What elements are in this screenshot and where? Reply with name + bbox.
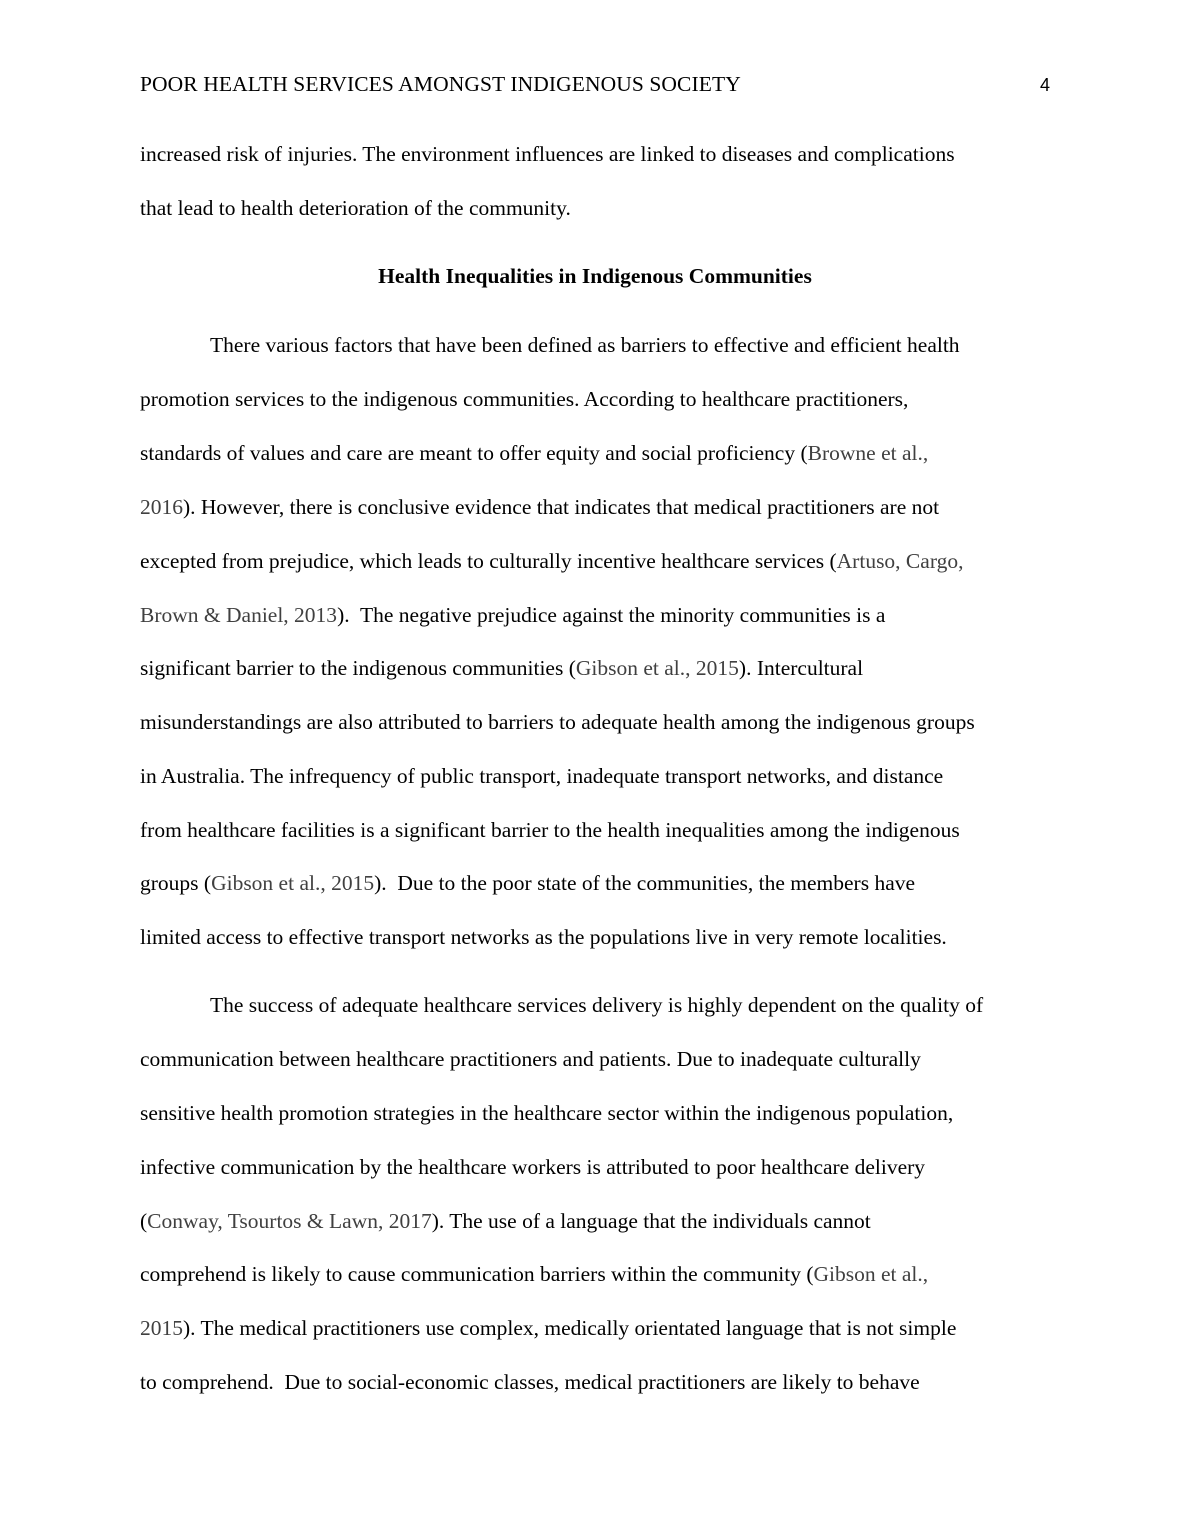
text-segment: ). Intercultural: [738, 656, 864, 680]
text-segment: groups (: [140, 871, 212, 895]
text-segment: (: [140, 1209, 148, 1233]
citation: Gibson et al., 2015: [211, 871, 375, 895]
text-line: [140, 923, 947, 951]
text-segment: increased risk of injuries. The environment influences are linked to diseases and complications: [140, 142, 955, 166]
text-segment: There various factors that have been defined as barriers to effective and efficient health: [210, 333, 960, 357]
text-line: [140, 439, 928, 467]
text-line: [140, 654, 863, 682]
text-segment: sensitive health promotion strategies in the healthcare sector within the indigenous population,: [140, 1101, 954, 1125]
citation: Gibson et al., 2015: [575, 656, 739, 680]
text-segment: misunderstandings are also attributed to barriers to adequate health among the indigenous groups: [140, 710, 975, 734]
text-segment: in Australia. The infrequency of public transport, inadequate transport networks, and distance: [140, 764, 944, 788]
text-segment: standards of values and care are meant to offer equity and social proficiency (: [140, 441, 808, 465]
text-segment: significant barrier to the indigenous communities (: [140, 656, 576, 680]
text-line: [140, 547, 963, 575]
text-segment: ). The negative prejudice against the minority communities is a: [337, 603, 886, 627]
text-segment: limited access to effective transport networks as the populations live in very remote localities.: [140, 925, 947, 949]
running-head: POOR HEALTH SERVICES AMONGST INDIGENOUS SOCIETY: [140, 72, 741, 96]
text-segment: excepted from prejudice, which leads to culturally incentive healthcare services (: [140, 549, 837, 573]
section-heading: Health Inequalities in Indigenous Communities: [378, 264, 812, 288]
text-segment: communication between healthcare practitioners and patients. Due to inadequate culturally: [140, 1047, 921, 1071]
citation: Gibson et al.,: [813, 1262, 929, 1286]
text-line: [140, 601, 885, 629]
text-line: [140, 1314, 956, 1342]
text-segment: ). The medical practitioners use complex, medically orientated language that is not simple: [183, 1316, 957, 1340]
text-line: [140, 1260, 928, 1288]
citation: Brown & Daniel, 2013: [140, 603, 338, 627]
text-line: [140, 493, 939, 521]
text-line: [140, 762, 943, 790]
text-segment: ). Due to the poor state of the communities, the members have: [374, 871, 916, 895]
text-segment: to comprehend. Due to social-economic classes, medical practitioners are likely to behave: [140, 1370, 920, 1394]
citation: 2016: [140, 495, 183, 519]
citation: 2015: [140, 1316, 183, 1340]
text-line: [140, 869, 915, 897]
text-line: [140, 1153, 925, 1181]
text-line: [140, 816, 960, 844]
text-line: [140, 194, 571, 222]
text-line: [210, 991, 983, 1019]
text-line: [210, 331, 960, 359]
text-segment: promotion services to the indigenous communities. According to healthcare practitioners,: [140, 387, 909, 411]
citation: Artuso, Cargo,: [836, 549, 964, 573]
text-line: [140, 1207, 871, 1235]
text-segment: The success of adequate healthcare services delivery is highly dependent on the quality of: [210, 993, 984, 1017]
page-number: 4: [1040, 75, 1051, 95]
text-segment: from healthcare facilities is a significant barrier to the health inequalities among the indigenous: [140, 818, 960, 842]
text-segment: infective communication by the healthcare workers is attributed to poor healthcare delivery: [140, 1155, 926, 1179]
text-segment: that lead to health deterioration of the community.: [140, 196, 571, 220]
text-line: [140, 1099, 953, 1127]
text-segment: ). However, there is conclusive evidence that indicates that medical practitioners are not: [183, 495, 940, 519]
text-segment: comprehend is likely to cause communication barriers within the community (: [140, 1262, 814, 1286]
citation: Browne et al.,: [807, 441, 929, 465]
text-line: [140, 1368, 920, 1396]
citation: Conway, Tsourtos & Lawn, 2017: [147, 1209, 432, 1233]
text-segment: ). The use of a language that the individuals cannot: [431, 1209, 871, 1233]
text-line: [140, 1045, 921, 1073]
text-line: [140, 708, 975, 736]
text-line: [140, 140, 955, 168]
text-line: [140, 385, 908, 413]
